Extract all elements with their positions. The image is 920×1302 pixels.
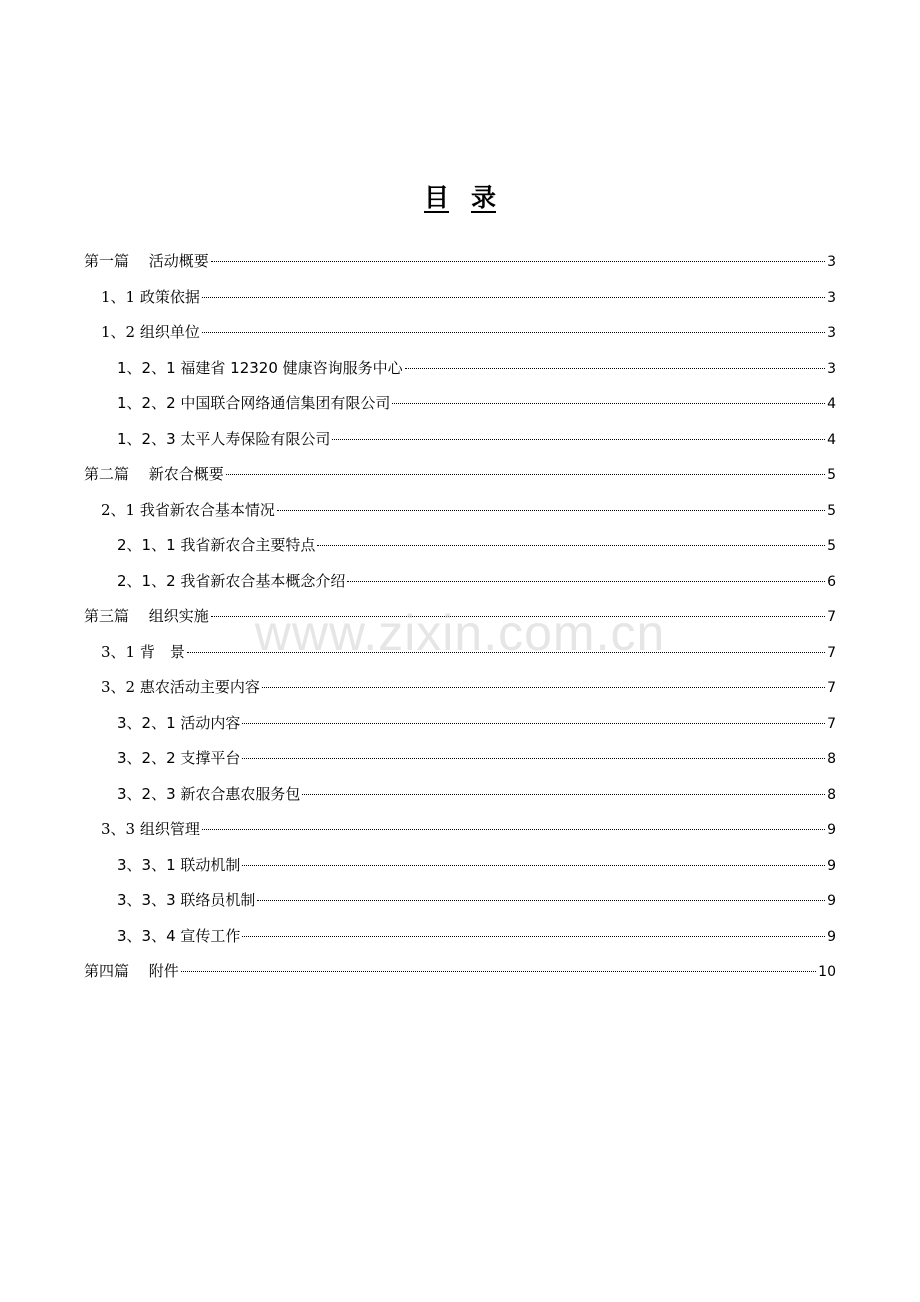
toc-page-number: 7 [827,609,836,625]
toc-entry-3-3-3[interactable] [84,883,836,919]
dot-leader [257,899,825,901]
dot-leader [202,828,825,830]
toc-page-number: 3 [827,289,836,306]
toc-entry-3-2-3[interactable] [84,777,836,813]
toc-entry-2-1[interactable] [84,493,836,529]
dot-leader [242,864,825,866]
toc-page-number: 4 [827,431,836,448]
toc-entry-1-2[interactable] [84,315,836,351]
toc-page-number: 3 [827,325,836,341]
dot-leader [262,686,825,688]
dot-leader [392,402,825,404]
toc-page-number: 8 [827,786,836,803]
toc-entry-label: 第四篇 附件 [84,962,179,980]
toc-entry-label: 1、2、3 太平人寿保险有限公司 [117,429,331,448]
toc-entry-label: 第一篇 活动概要 [84,252,209,270]
toc-entry-1-2-2[interactable] [84,386,836,422]
dot-leader [405,367,825,369]
toc-page-number: 10 [818,964,836,980]
dot-leader [187,651,825,653]
toc-entry-2-1-2[interactable] [84,564,836,600]
toc-entry-label: 3、1 背 景 [101,642,185,661]
dot-leader [242,757,825,759]
toc-entry-label: 3、3、1 联动机制 [117,855,241,874]
toc-entry-label: 1、2、2 中国联合网络通信集团有限公司 [117,394,391,412]
toc-entry-label: 第三篇 组织实施 [84,607,209,625]
toc-page-number: 9 [827,928,836,945]
toc-entry-part-1[interactable] [84,244,836,280]
dot-leader [242,722,825,724]
dot-leader [226,473,825,475]
toc-page-number: 7 [827,715,836,732]
toc-title-char-2: 录 [471,183,497,212]
toc-entry-part-4[interactable] [84,954,836,990]
watermark-text: www.zixin.com.cn [254,605,666,661]
dot-leader [317,544,825,546]
toc-entry-label: 1、1 政策依据 [101,287,200,306]
toc-entry-label: 2、1、1 我省新农合主要特点 [117,536,316,554]
toc-entry-label: 2、1 我省新农合基本情况 [101,500,275,519]
toc-entry-1-1[interactable] [84,280,836,316]
dot-leader [277,509,825,511]
toc-page-number: 5 [827,467,836,483]
toc-page-number: 8 [827,751,836,767]
table-of-contents [84,244,836,990]
toc-page-number: 9 [827,822,836,838]
dot-leader [347,580,825,582]
toc-entry-label: 3、2、3 新农合惠农服务包 [117,784,301,803]
toc-entry-2-1-1[interactable] [84,528,836,564]
toc-entry-label: 3、3 组织管理 [101,820,200,838]
toc-entry-label: 1、2、1 福建省 12320 健康咨询服务中心 [117,358,403,377]
toc-entry-3-3-4[interactable] [84,919,836,955]
toc-entry-part-2[interactable] [84,457,836,493]
toc-page-number: 9 [827,893,836,909]
dot-leader [202,296,825,298]
toc-entry-label: 3、2 惠农活动主要内容 [101,678,260,696]
toc-entry-3-2-1[interactable] [84,706,836,742]
toc-page-number: 9 [827,857,836,874]
toc-entry-3-2-2[interactable] [84,741,836,777]
toc-entry-3-3-1[interactable] [84,848,836,884]
dot-leader [211,615,825,617]
dot-leader [181,970,816,972]
toc-entry-part-3[interactable] [84,599,836,635]
toc-entry-label: 3、2、2 支撑平台 [117,749,241,767]
toc-page-number: 7 [827,680,836,696]
toc-entry-1-2-1[interactable] [84,351,836,387]
toc-entry-1-2-3[interactable] [84,422,836,458]
toc-title [0,178,920,214]
dot-leader [302,793,825,795]
toc-entry-3-2[interactable] [84,670,836,706]
toc-page-number: 7 [827,644,836,661]
toc-entry-label: 3、3、4 宣传工作 [117,926,241,945]
toc-title-char-1: 目 [423,183,449,212]
toc-entry-label: 2、1、2 我省新农合基本概念介绍 [117,571,346,590]
toc-entry-label: 3、3、3 联络员机制 [117,891,256,909]
dot-leader [211,260,825,262]
toc-entry-label: 1、2 组织单位 [101,323,200,341]
toc-entry-label: 3、2、1 活动内容 [117,713,241,732]
toc-page-number: 5 [827,502,836,519]
toc-page-number: 3 [827,360,836,377]
toc-page-number: 3 [827,254,836,270]
dot-leader [332,438,825,440]
toc-entry-3-1[interactable] [84,635,836,671]
toc-entry-3-3[interactable] [84,812,836,848]
dot-leader [242,935,825,937]
toc-page-number: 4 [827,396,836,412]
toc-page-number: 5 [827,538,836,554]
toc-entry-label: 第二篇 新农合概要 [84,465,224,483]
toc-page-number: 6 [827,573,836,590]
dot-leader [202,331,825,333]
